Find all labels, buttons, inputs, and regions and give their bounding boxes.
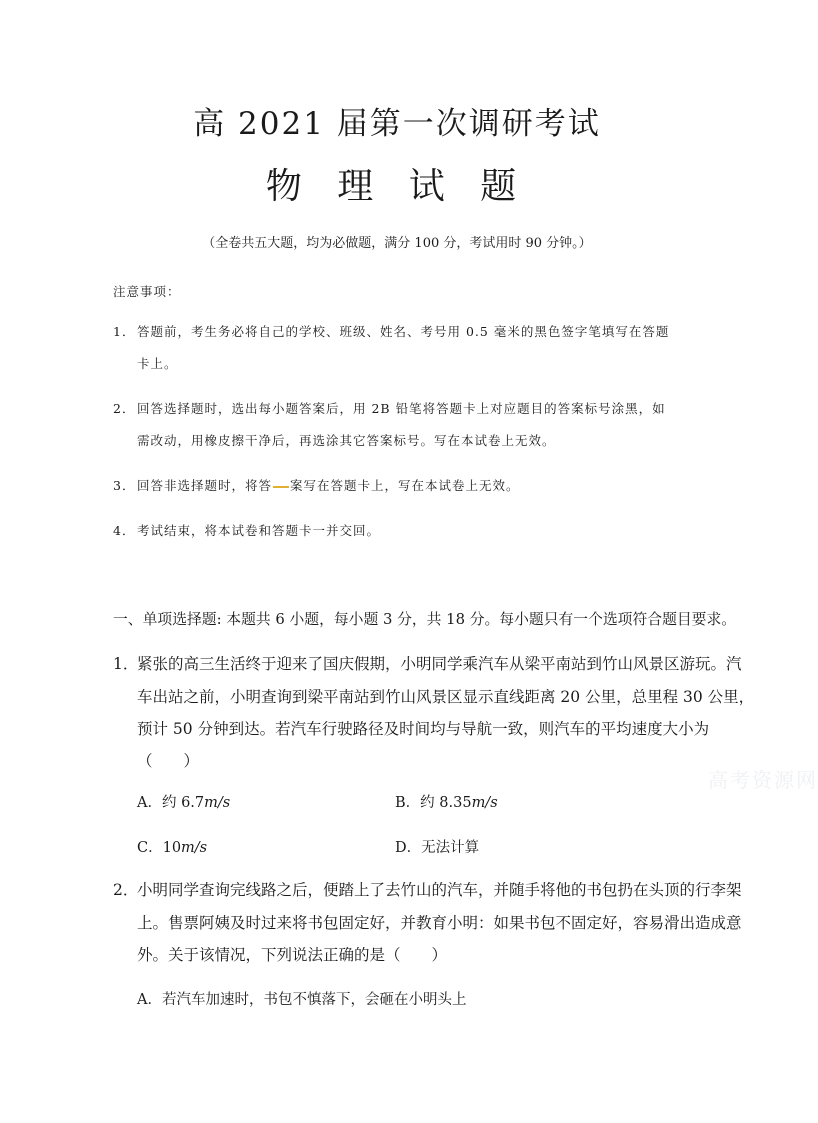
question-1 <box>113 652 742 674</box>
notice-item-text: 答题前，考生务必将自己的学校、班级、姓名、考号用 0.5 毫米的黑色签字笔填写在答题 <box>137 324 670 339</box>
watermark: 高考资源网 <box>708 768 818 792</box>
notice-heading: 注意事项： <box>113 284 181 299</box>
question-number: 2． <box>113 881 139 899</box>
exam-subtitle: （全卷共五大题，均为必做题，满分 100 分，考试用时 90 分钟。） <box>202 236 592 251</box>
notice-item-2 <box>113 399 666 417</box>
answer-blank <box>273 486 289 488</box>
notice-item-3 <box>113 476 520 494</box>
notice-item-2-cont: 需改动，用橡皮擦干净后，再选涂其它答案标号。写在本试卷上无效。 <box>137 433 556 448</box>
notice-item-text: 案写在答题卡上，写在本试卷上无效。 <box>290 478 520 493</box>
question-1-line3: 预计 50 分钟到达。若汽车行驶路径及时间均与导航一致，则汽车的平均速度大小为 <box>137 720 710 738</box>
question-2-line3: 外。关于该情况，下列说法正确的是（ ） <box>137 946 448 964</box>
question-1-line2: 车出站之前，小明查询到梁平南站到竹山风景区显示直线距离 20 公里，总里程 30 公里， <box>137 688 755 706</box>
question-number: 1． <box>113 655 139 673</box>
option-d: D．无法计算 <box>395 840 480 856</box>
notice-item-number: 2． <box>113 401 136 416</box>
option-a: A．若汽车加速时，书包不慎落下，会砸在小明头上 <box>137 992 467 1008</box>
question-1-bracket: （ ） <box>137 752 200 770</box>
question-text: 紧张的高三生活终于迎来了国庆假期，小明同学乘汽车从梁平南站到竹山风景区游玩。汽 <box>137 655 742 673</box>
notice-item-1-cont: 卡上。 <box>137 356 178 371</box>
option-a-text: A．约 6.7 <box>137 795 205 811</box>
option-a-unit: m/s <box>204 795 231 811</box>
option-a <box>137 791 230 812</box>
option-c-text: C．10 <box>137 840 182 856</box>
notice-item-text: 考试结束，将本试卷和答题卡一并交回。 <box>137 523 381 538</box>
option-b-text: B．约 8.35 <box>395 795 472 811</box>
notice-item-number: 3． <box>113 478 136 493</box>
option-b <box>395 791 498 812</box>
notice-item-text: 回答非选择题时，将答 <box>137 478 273 493</box>
option-c <box>137 836 207 857</box>
section-heading: 一、单项选择题: 本题共 6 小题，每小题 3 分，共 18 分。每小题只有一个选项符合题目要求。 <box>113 611 737 628</box>
option-b-unit: m/s <box>471 795 498 811</box>
option-c-unit: m/s <box>181 840 208 856</box>
question-2-line2: 上。售票阿姨及时过来将书包固定好，并教育小明：如果书包不固定好，容易滑出造成意 <box>137 914 742 932</box>
exam-title: 高 2021 届第一次调研考试 <box>193 106 601 142</box>
question-2 <box>113 878 742 900</box>
notice-item-4 <box>113 521 380 539</box>
notice-item-text: 回答选择题时，选出每小题答案后，用 2B 铅笔将答题卡上对应题目的答案标号涂黑，如 <box>137 401 666 416</box>
subject-title: 物 理 试 题 <box>265 166 529 207</box>
question-text: 小明同学查询完线路之后，便踏上了去竹山的汽车，并随手将他的书包扔在头顶的行李架 <box>137 881 742 899</box>
notice-item-1 <box>113 322 669 340</box>
notice-item-number: 1． <box>113 324 136 339</box>
notice-item-number: 4． <box>113 523 136 538</box>
